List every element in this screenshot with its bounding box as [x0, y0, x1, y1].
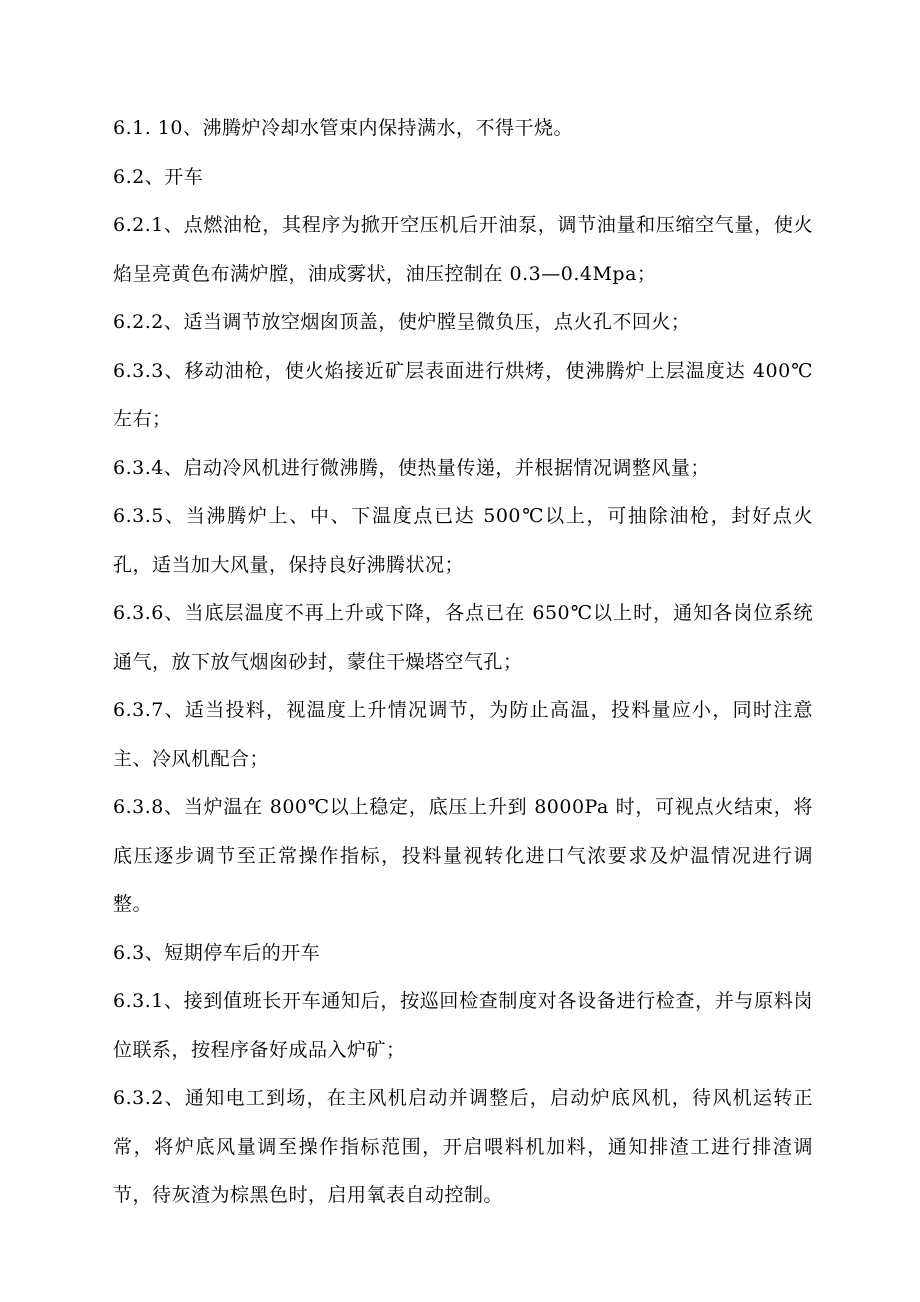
paragraph-6-3-6: 6.3.6、当底层温度不再上升或下降，各点已在 650℃以上时，通知各岗位系统通气，放下放气烟囱砂封，蒙住干燥塔空气孔；	[113, 602, 813, 673]
paragraph-6-2-2: 6.2.2、适当调节放空烟囱顶盖，使炉膛呈微负压，点火孔不回火；	[113, 311, 691, 333]
paragraph-6-3-7: 6.3.7、适当投料，视温度上升情况调节，为防止高温，投料量应小，同时注意主、冷风机配合；	[113, 699, 813, 770]
paragraph-6-1-10: 6.1. 10、沸腾炉冷却水管束内保持满水，不得干烧。	[113, 117, 573, 139]
section-heading-6-2: 6.2、开车	[113, 165, 204, 188]
paragraph-6-3-4: 6.3.4、启动冷风机进行微沸腾，使热量传递，并根据情况调整风量；	[113, 456, 710, 479]
paragraph-6-3-2: 6.3.2、通知电工到场，在主风机启动并调整后，启动炉底风机，待风机运转正常，将炉底风量调至操作指标范围，开启喂料机加料，通知排渣工进行排渣调节，待灰渣为棕黑色时，启用氧表自动控制。	[113, 1087, 813, 1206]
section-heading-6-3: 6.3、短期停车后的开车	[113, 941, 321, 964]
paragraph-6-3-3: 6.3.3、移动油枪，使火焰接近矿层表面进行烘烤，使沸腾炉上层温度达 400℃左右；	[113, 359, 813, 430]
paragraph-6-2-1: 6.2.1、点燃油枪，其程序为掀开空压机后开油泵，调节油量和压缩空气量，使火焰呈亮黄色布满炉膛，油成雾状，油压控制在 0.3—0.4Mpa；	[113, 214, 813, 285]
paragraph-6-3-8: 6.3.8、当炉温在 800℃以上稳定，底压上升到 8000Pa 时，可视点火结束，将底压逐步调节至正常操作指标，投料量视转化进口气浓要求及炉温情况进行调整。	[113, 796, 813, 915]
document-page	[113, 104, 813, 1220]
paragraph-6-3-5: 6.3.5、当沸腾炉上、中、下温度点已达 500℃以上，可抽除油枪，封好点火孔，适当加大风量，保持良好沸腾状况；	[113, 505, 813, 576]
paragraph-6-3-1: 6.3.1、接到值班长开车通知后，按巡回检查制度对各设备进行检查，并与原料岗位联系，按程序备好成品入炉矿；	[113, 990, 813, 1061]
